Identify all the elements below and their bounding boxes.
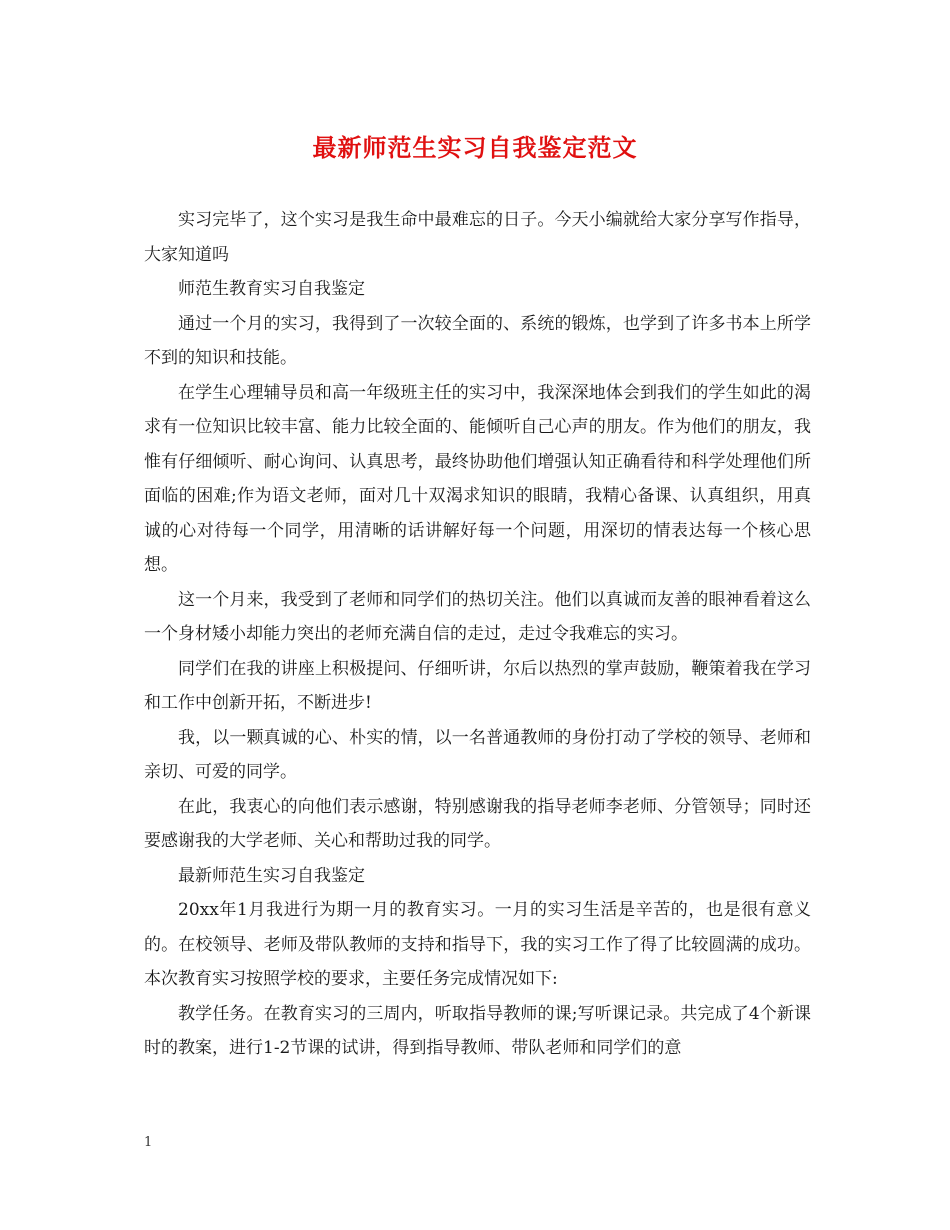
paragraph: 在学生心理辅导员和高一年级班主任的实习中，我深深地体会到我们的学生如此的渴求有一位知识比较丰富、能力比较全面的、能倾听自己心声的朋友。作为他们的朋友，我惟有仔细倾听、耐心询问、认真思考，最终协助他们增强认知正确看待和科学处理他们所面临的困难;作为语文老师，面对几十双渴求知识的眼睛，我精心备课、认真组织，用真诚的心对待每一个同学，用清晰的话讲解好每一个问题，用深切的情表达每一个核心思想。 — [144, 382, 811, 575]
page-number: 1 — [144, 1135, 153, 1150]
paragraph: 同学们在我的讲座上积极提问、仔细听讲，尔后以热烈的掌声鼓励，鞭策着我在学习和工作中创新开拓，不断进步! — [144, 658, 811, 713]
paragraph-intro: 实习完毕了，这个实习是我生命中最难忘的日子。今天小编就给大家分享写作指导，大家知道吗 — [144, 210, 811, 265]
section-heading: 师范生教育实习自我鉴定 — [178, 279, 365, 299]
section-heading: 最新师范生实习自我鉴定 — [178, 865, 365, 886]
paragraph: 20xx年1月我进行为期一月的教育实习。一月的实习生活是辛苦的，也是很有意义的。在校领导、老师及带队教师的支持和指导下，我的实习工作了得了比较圆满的成功。本次教育实习按照学校的要求，主要任务完成情况如下: — [144, 900, 811, 989]
document-title: 最新师范生实习自我鉴定范文 — [312, 133, 638, 162]
paragraph: 通过一个月的实习，我得到了一次较全面的、系统的锻炼，也学到了许多书本上所学不到的知识和技能。 — [144, 313, 811, 368]
document-body — [144, 203, 811, 1066]
paragraph: 在此，我衷心的向他们表示感谢，特别感谢我的指导老师李老师、分管领导；同时还要感谢我的大学老师、关心和帮助过我的同学。 — [144, 796, 811, 851]
paragraph: 我，以一颗真诚的心、朴实的情，以一名普通教师的身份打动了学校的领导、老师和亲切、可爱的同学。 — [144, 727, 811, 782]
paragraph: 这一个月来，我受到了老师和同学们的热切关注。他们以真诚而友善的眼神看着这么一个身材矮小却能力突出的老师充满自信的走过，走过令我难忘的实习。 — [144, 589, 811, 644]
paragraph: 教学任务。在教育实习的三周内，听取指导教师的课;写听课记录。共完成了4个新课时的教案，进行1-2节课的试讲，得到指导教师、带队老师和同学们的意 — [144, 1003, 811, 1058]
